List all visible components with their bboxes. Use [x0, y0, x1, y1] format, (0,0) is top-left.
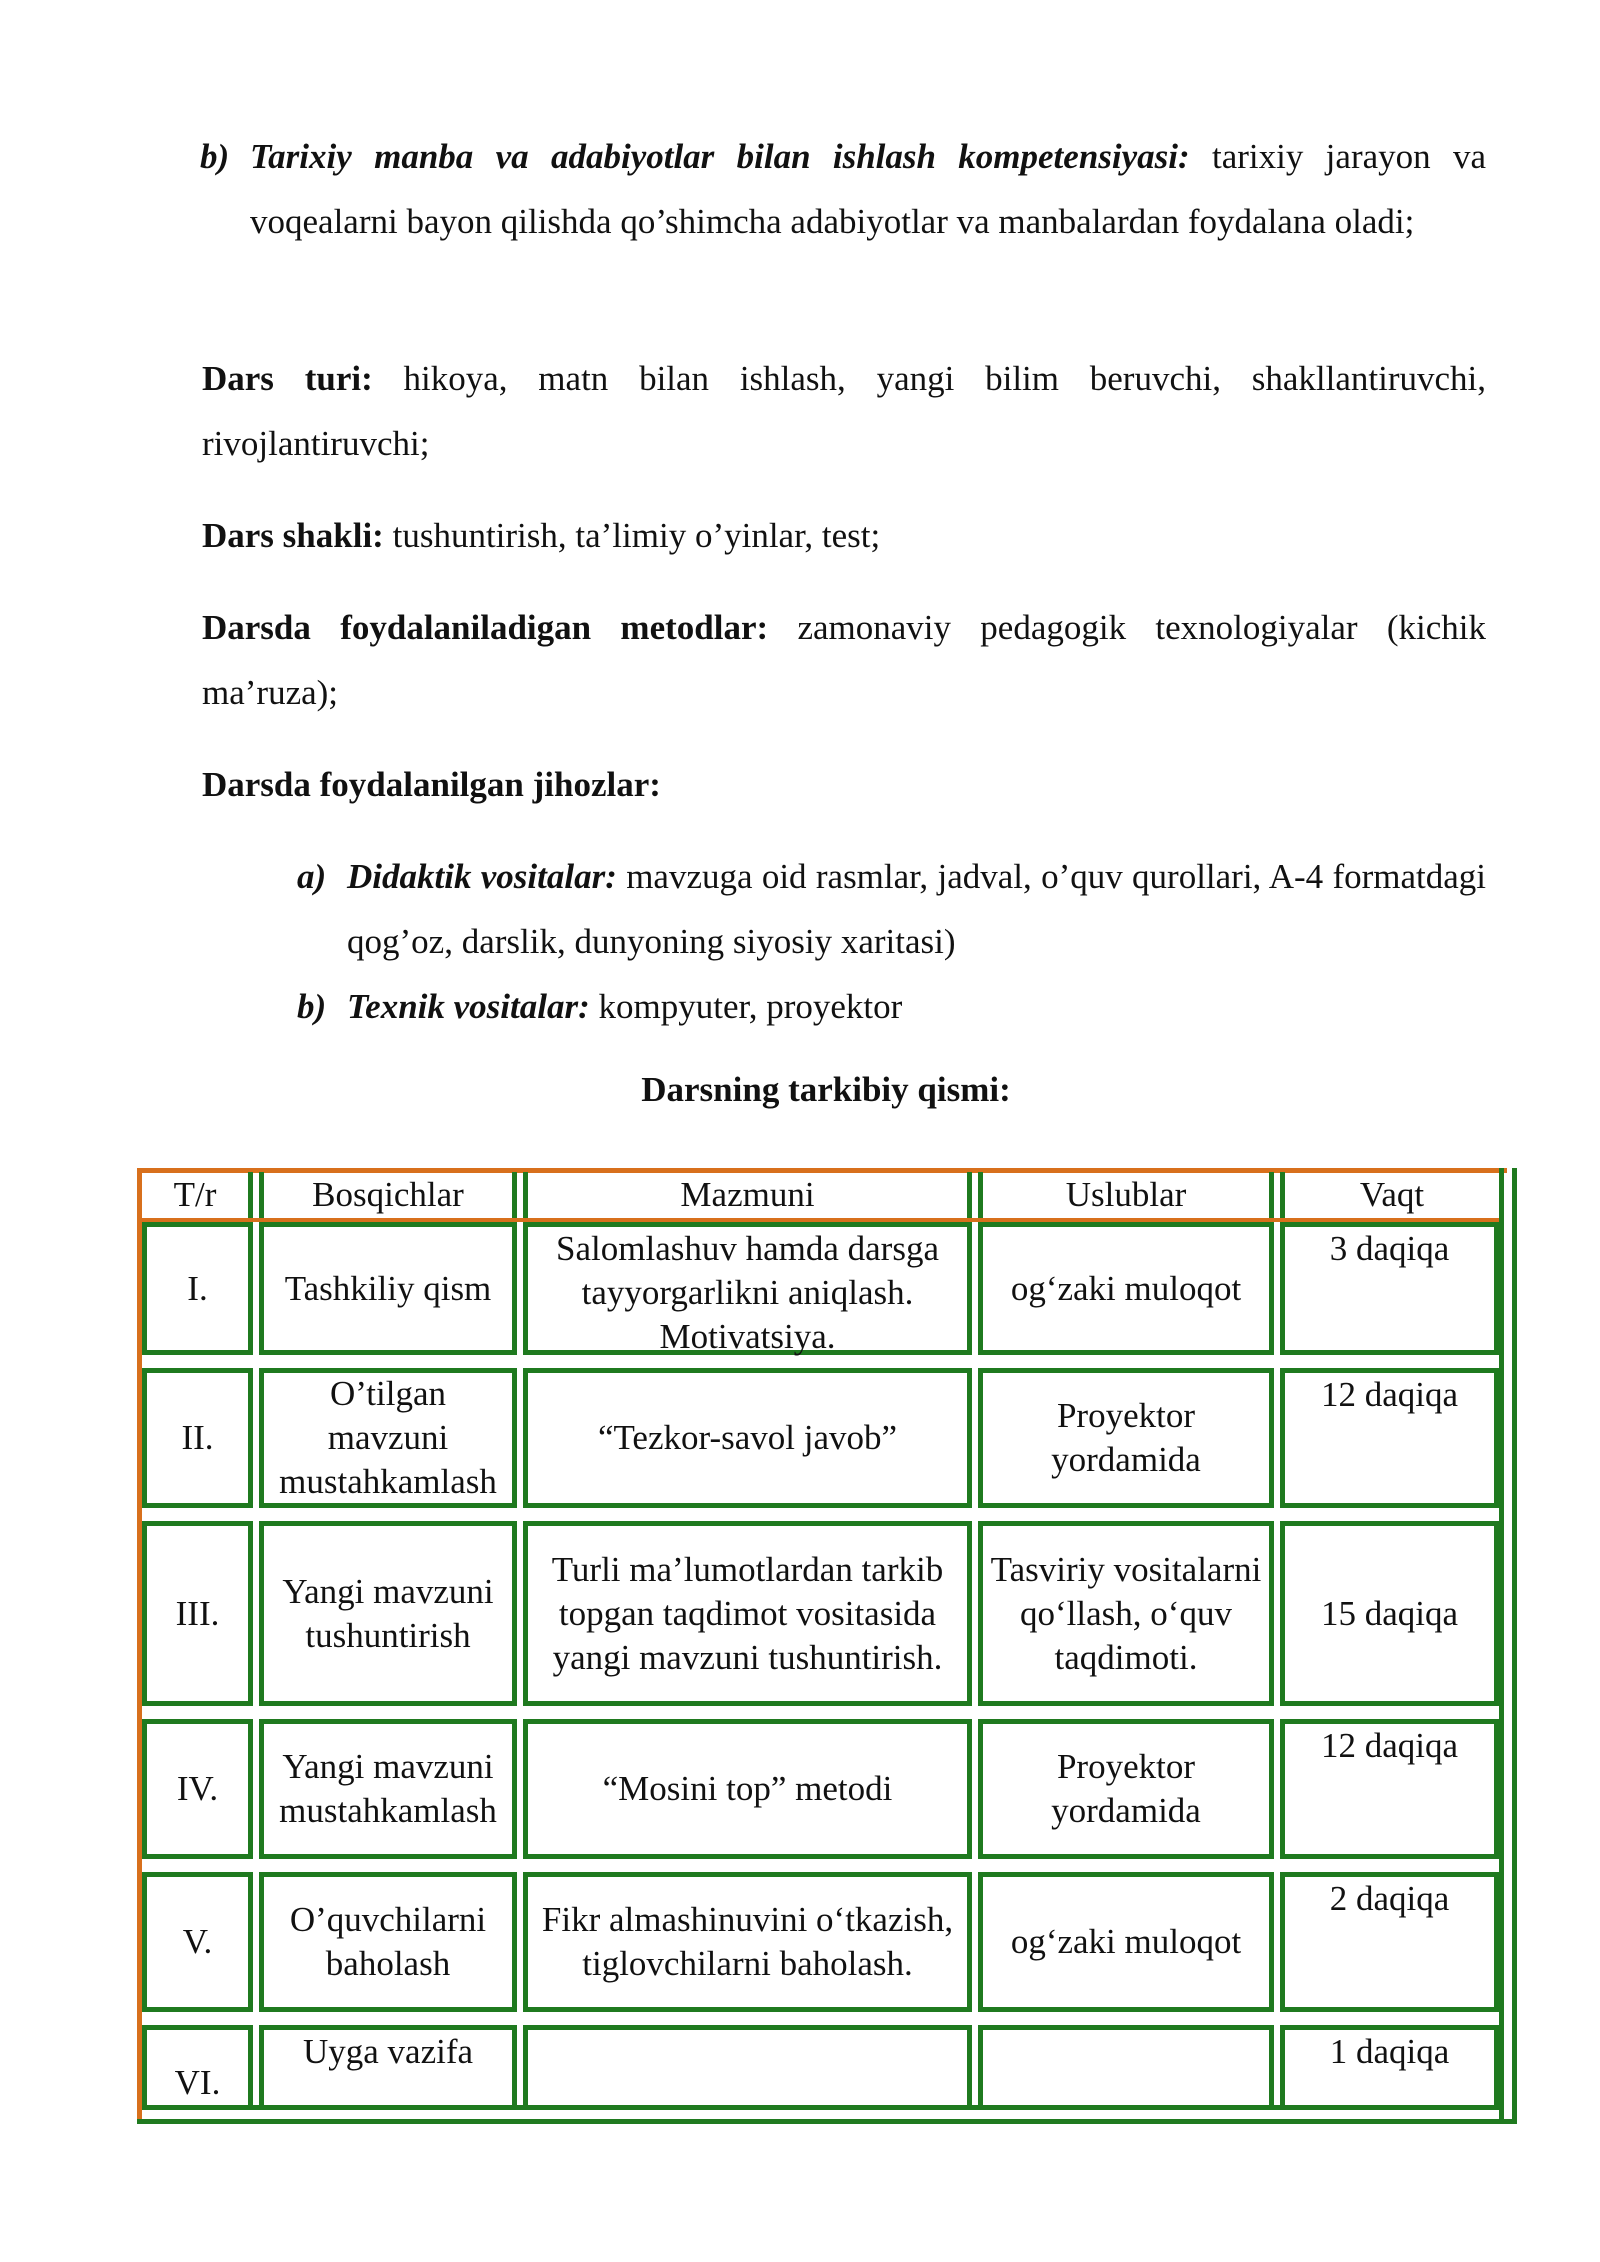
table-cell-time: 12 daqiqa — [1280, 1368, 1499, 1508]
table-frame-right — [1499, 1168, 1504, 2124]
table-cell-time: 3 daqiqa — [1280, 1222, 1499, 1355]
texnik-label: Texnik vositalar: — [347, 987, 590, 1026]
list-marker: a) — [297, 857, 327, 896]
didaktik-label: Didaktik vositalar: — [347, 857, 617, 896]
table-cell-method: Proyektor yordamida — [978, 1719, 1274, 1859]
table-cell-number: VI. — [142, 2025, 253, 2105]
table-cell-content: Fikr almashinuvini o‘tkazish, tiglovchilarni baholash. — [523, 1872, 972, 2012]
row-divider — [142, 2105, 1499, 2110]
table-cell-method: Tasviriy vositalarni qo‘llash, o‘quv taqdimoti. — [978, 1521, 1274, 1706]
table-frame-bottom — [137, 2119, 1517, 2124]
metodlar-text: zamonaviy pedagogik texnologiyalar (kichik ma’ruza); — [202, 608, 1486, 712]
dars-turi-label: Dars turi: — [202, 359, 373, 398]
table-cell-method: og‘zaki muloqot — [978, 1222, 1274, 1355]
metodlar-paragraph — [202, 595, 1486, 725]
header-cell: T/r — [142, 1172, 253, 1218]
table-cell-stage: Tashkiliy qism — [259, 1222, 517, 1355]
texnik-text: kompyuter, proyektor — [589, 987, 903, 1026]
table-cell-time: 12 daqiqa — [1280, 1719, 1499, 1859]
table-cell-content — [523, 2025, 972, 2105]
table-title: Darsning tarkibiy qismi: — [641, 1070, 1011, 1109]
table-cell-method: Proyektor yordamida — [978, 1368, 1274, 1508]
lesson-structure-table — [137, 1168, 1517, 2124]
table-frame-right-outer — [1512, 1168, 1517, 2124]
table-cell-content: Turli ma’lumotlardan tarkib topgan taqdimot vositasida yangi mavzuni tushuntirish. — [523, 1521, 972, 1706]
dars-turi-paragraph — [202, 346, 1486, 476]
table-cell-number: I. — [142, 1222, 253, 1355]
list-marker: b) — [200, 137, 230, 176]
table-cell-stage: O’quvchilarni baholash — [259, 1872, 517, 2012]
table-cell-content: Salomlashuv hamda darsga tayyorgarlikni aniqlash. Motivatsiya. — [523, 1222, 972, 1355]
table-cell-content: “Tezkor-savol javob” — [523, 1368, 972, 1508]
table-cell-time: 15 daqiqa — [1280, 1521, 1499, 1706]
table-cell-time: 2 daqiqa — [1280, 1872, 1499, 2012]
table-cell-number: III. — [142, 1521, 253, 1706]
table-cell-stage: Yangi mavzuni tushuntirish — [259, 1521, 517, 1706]
jihozlar-label: Darsda foydalanilgan jihozlar: — [202, 765, 661, 804]
dars-shakli-paragraph — [202, 503, 1486, 568]
list-marker: b) — [297, 987, 327, 1026]
didaktik-text: mavzuga oid rasmlar, jadval, o’quv qurollari, A-4 formatdagi qog’oz, darslik, dunyoning siyosiy xaritasi) — [347, 857, 1486, 961]
table-cell-number: IV. — [142, 1719, 253, 1859]
jihozlar-heading — [202, 752, 1486, 817]
table-cell-stage: Uyga vazifa — [259, 2025, 517, 2105]
table-cell-number: II. — [142, 1368, 253, 1508]
didaktik-paragraph — [297, 844, 1486, 974]
header-cell: Uslublar — [978, 1172, 1274, 1218]
table-cell-method: og‘zaki muloqot — [978, 1872, 1274, 2012]
table-cell-stage: Yangi mavzuni mustahkamlash — [259, 1719, 517, 1859]
competency-b-paragraph — [200, 124, 1486, 254]
header-cell: Mazmuni — [523, 1172, 972, 1218]
competency-b-label: Tarixiy manba va adabiyotlar bilan ishlash kompetensiyasi: — [250, 137, 1190, 176]
table-cell-number: V. — [142, 1872, 253, 2012]
texnik-paragraph — [297, 974, 1486, 1039]
table-cell-method — [978, 2025, 1274, 2105]
header-cell: Bosqichlar — [259, 1172, 517, 1218]
table-cell-stage: O’tilgan mavzuni mustahkamlash — [259, 1368, 517, 1508]
dars-turi-text: hikoya, matn bilan ishlash, yangi bilim beruvchi, shakllantiruvchi, rivojlantiruvchi; — [202, 359, 1486, 463]
header-cell: Vaqt — [1280, 1172, 1499, 1218]
dars-shakli-label: Dars shakli: — [202, 516, 384, 555]
competency-b-text: tarixiy jarayon va voqealarni bayon qilishda qo’shimcha adabiyotlar va manbalardan foydalana oladi; — [250, 137, 1486, 241]
table-cell-time: 1 daqiqa — [1280, 2025, 1499, 2105]
table-cell-content: “Mosini top” metodi — [523, 1719, 972, 1859]
metodlar-label: Darsda foydalaniladigan metodlar: — [202, 608, 769, 647]
dars-shakli-text: tushuntirish, ta’limiy o’yinlar, test; — [383, 516, 881, 555]
